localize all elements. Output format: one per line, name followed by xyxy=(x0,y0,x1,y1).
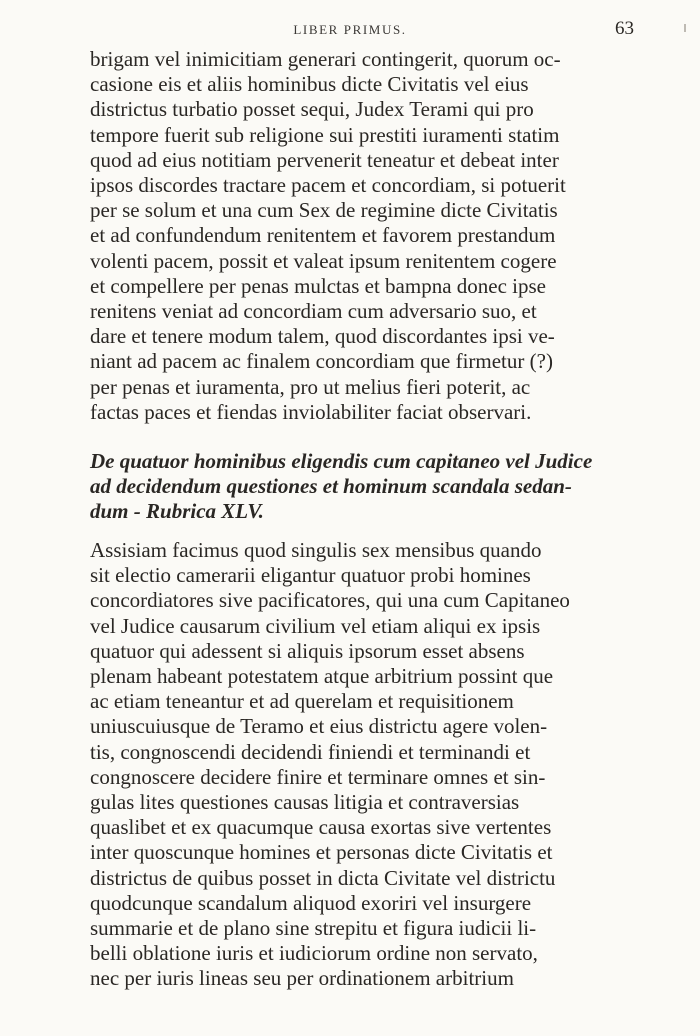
page-number: 63 xyxy=(615,18,634,39)
corner-mark xyxy=(684,24,686,32)
running-header xyxy=(0,16,700,40)
paragraph-assisiam: Assisiam facimus quod singulis sex mensibus quando sit electio camerarii eligantur quatuor probi homines concordiatores sive pacificatores, qui una cum Capitaneo vel Judice causarum civilium vel etiam aliqui ex ipsis quatuor qui adessent si aliquis ipsorum esset absens plenam habeant potestatem atque arbitrium possint que ac etiam teneantur et ad querelam et requisitionem uniuscuiusque de Teramo et eius districtu agere volen- tis, congnoscendi decidendi finiendi et terminandi et congnoscere decidere finire et terminare omnes et sin- gulas lites questiones causas litigia et contraversias quaslibet et ex quacumque causa exortas sive vertentes inter quoscunque homines et personas dicte Civitatis et districtus de quibus posset in dicta Civitate vel districtu quodcunque scandalum aliquod exoriri vel insurgere summarie et de plano sine strepitu et figura iudicii li- belli oblatione iuris et iudiciorum ordine non servato, nec per iuris lineas seu per ordinationem arbitrium xyxy=(90,538,570,991)
running-title: LIBER PRIMUS. xyxy=(293,22,407,37)
paragraph-continuation: brigam vel inimicitiam generari contingerit, quorum oc- casione eis et aliis hominibus dicte Civitatis vel eius districtus turbatio posset sequi, Judex Terami qui pro tempore fuerit sub religione sui prestiti iuramenti statim quod ad eius notitiam pervenerit teneatur et debeat inter ipsos discordes tractare pacem et concordiam, si potuerit per se solum et una cum Sex de regimine dicte Civitatis et ad confundendum renitentem et favorem prestandum volenti pacem, possit et valeat ipsum renitentem cogere et compellere per penas mulctas et bampna donec ipse renitens veniat ad concordiam cum adversario suo, et dare et tenere modum talem, quod discordantes ipsi ve- niant ad pacem ac finalem concordiam que firmetur (?) per penas et iuramenta, pro ut melius fieri poterit, ac factas paces et fiendas inviolabiliter faciat observari. xyxy=(90,47,566,424)
rubric-heading: De quatuor hominibus eligendis cum capitaneo vel Judice ad decidendum questiones et hominum scandala sedan- dum - Rubrica XLV. xyxy=(90,449,593,523)
